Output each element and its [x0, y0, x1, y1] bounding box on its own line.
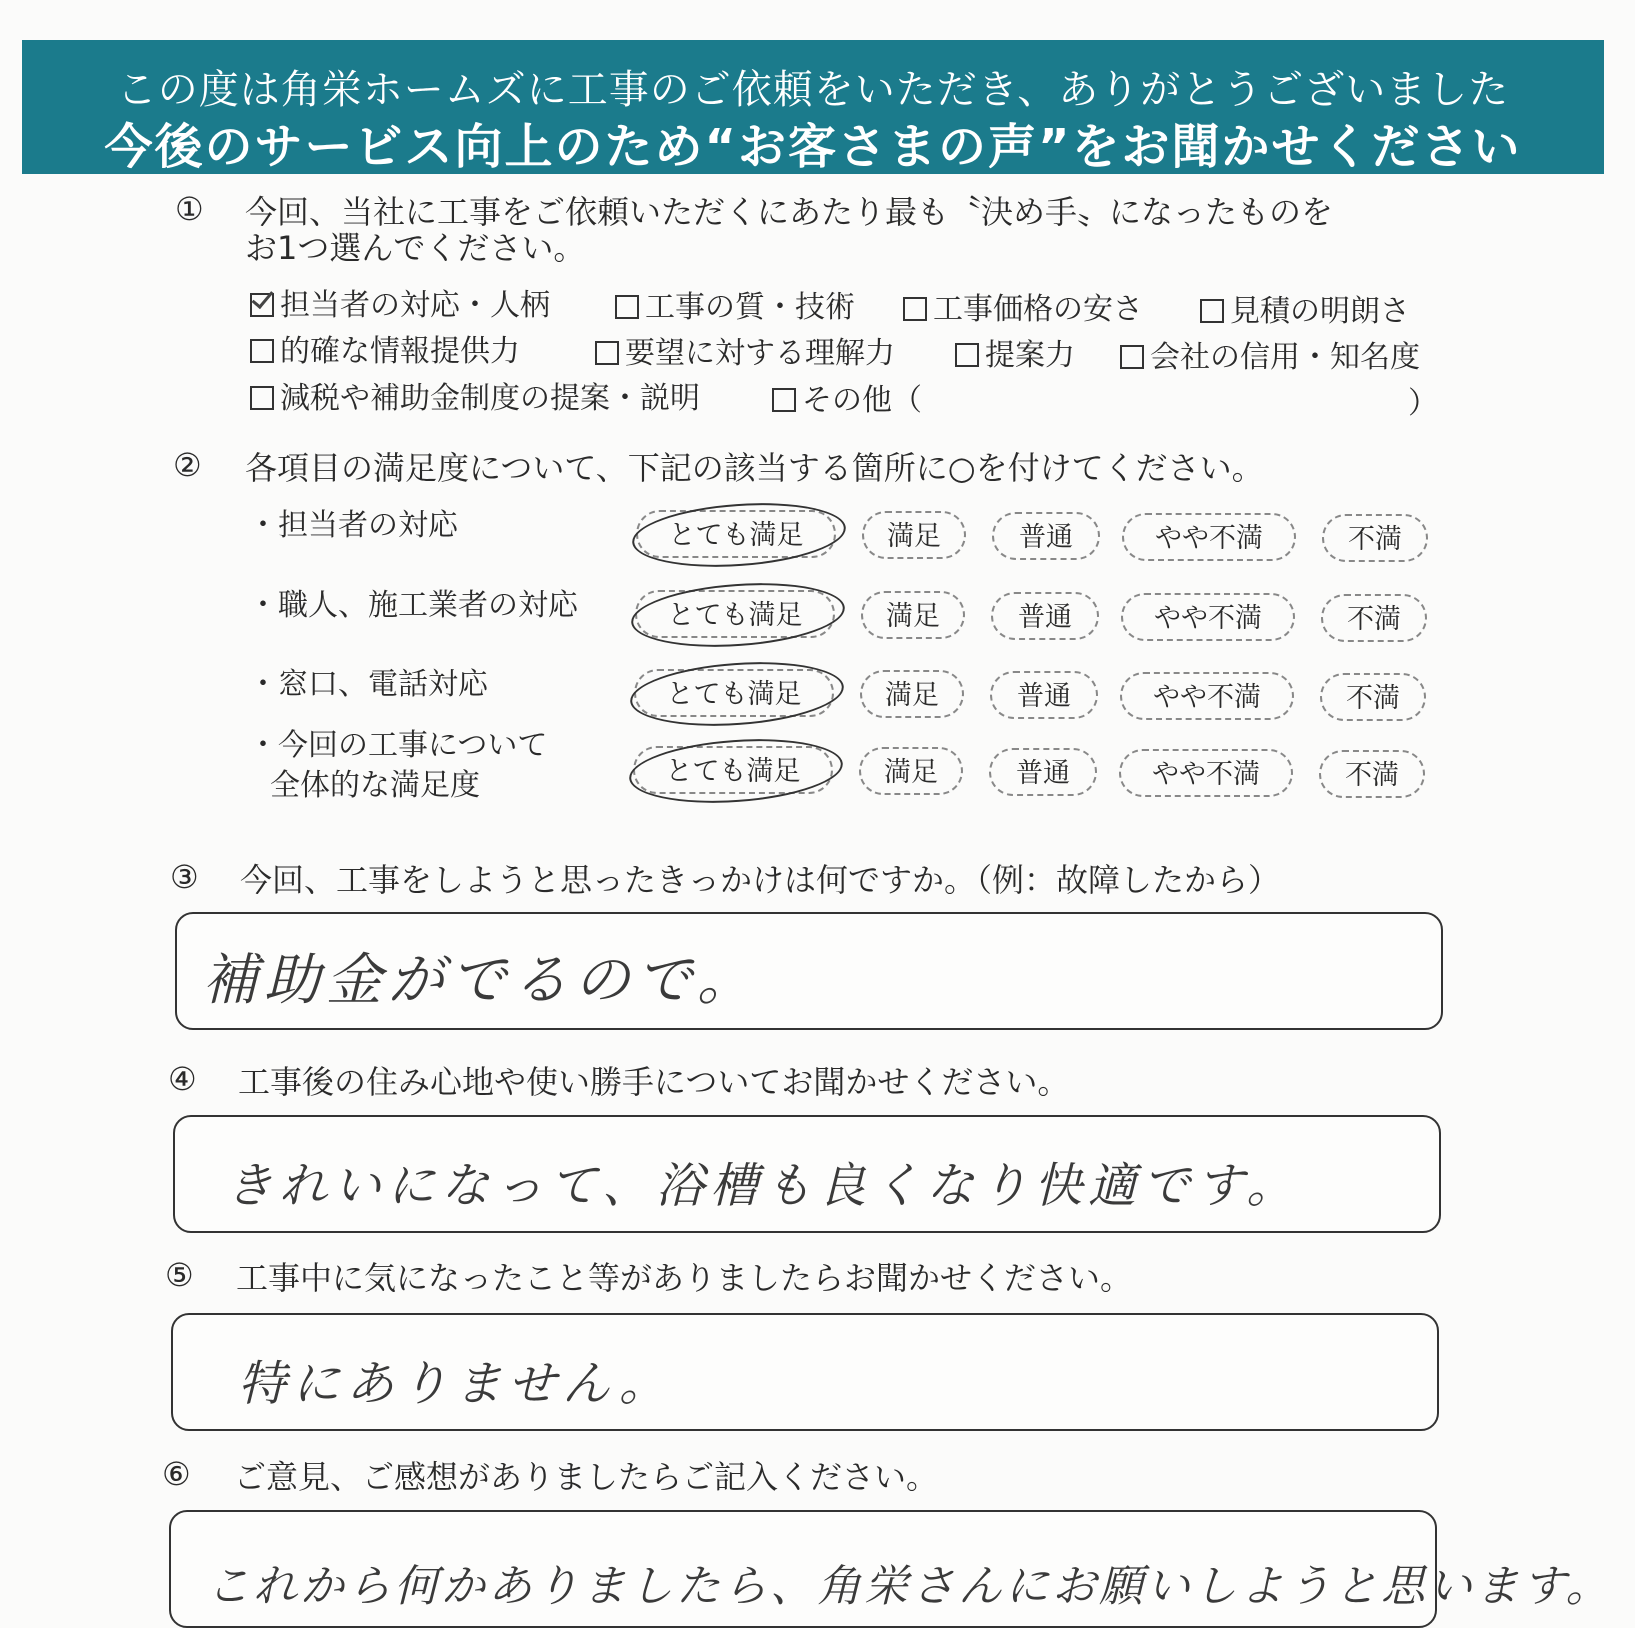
rating-option-5[interactable]: 不満 [1321, 594, 1427, 642]
q1-option-quality[interactable]: 工事の質・技術 [615, 282, 855, 326]
checkbox[interactable] [595, 341, 619, 365]
q1-option-info[interactable]: 的確な情報提供力 [250, 326, 520, 370]
rating-option-3[interactable]: 普通 [990, 671, 1098, 719]
rating-option-4[interactable]: やや不満 [1119, 749, 1293, 797]
q5-answer-box[interactable] [171, 1313, 1439, 1431]
checkbox[interactable] [250, 386, 274, 410]
header-banner [22, 40, 1604, 174]
q2-question: 各項目の満足度について、下記の該当する箇所に○を付けてください。 [245, 449, 1264, 487]
q4-answer-box[interactable] [173, 1115, 1441, 1233]
q2-number: ② [173, 446, 202, 484]
rating-option-4[interactable]: やや不満 [1120, 672, 1294, 720]
rating-option-2[interactable]: 満足 [861, 591, 965, 639]
q1-number: ① [175, 190, 204, 228]
q3-question: 今回、工事をしようと思ったきっかけは何ですか。（例：故障したから） [240, 861, 1281, 899]
q3-number: ③ [170, 858, 199, 896]
rating-option-4[interactable]: やや不満 [1122, 513, 1296, 561]
banner-thanks-text: この度は角栄ホームズに工事のご依頼をいただき、ありがとうございました [116, 67, 1510, 113]
q5-number: ⑤ [165, 1256, 194, 1294]
rating-row-label: ・今回の工事について [248, 728, 548, 763]
q6-question: ご意見、ご感想がありましたらご記入ください。 [234, 1458, 939, 1496]
rating-option-3[interactable]: 普通 [992, 512, 1100, 560]
q4-number: ④ [168, 1060, 197, 1098]
q4-handwritten-answer: きれいになって、浴槽も良くなり快適です。 [225, 1158, 1301, 1214]
rating-option-1[interactable]: とても満足 [633, 746, 833, 794]
q1-option-staff[interactable]: 担当者の対応・人柄 [250, 280, 550, 324]
q1-option-understanding[interactable]: 要望に対する理解力 [595, 328, 895, 372]
rating-option-1[interactable]: とても満足 [636, 510, 836, 558]
rating-option-3[interactable]: 普通 [989, 748, 1097, 796]
checkbox[interactable] [615, 295, 639, 319]
q1-question-line1: 今回、当社に工事をご依頼いただくにあたり最も〝決め手〟になったものを [245, 193, 1334, 231]
rating-option-5[interactable]: 不満 [1320, 673, 1426, 721]
rating-row-label-line2: 全体的な満足度 [270, 768, 480, 803]
checkbox[interactable] [772, 388, 796, 412]
q1-option-reputation[interactable]: 会社の信用・知名度 [1120, 332, 1420, 376]
rating-option-2[interactable]: 満足 [859, 747, 963, 795]
q1-option-proposal[interactable]: 提案力 [955, 330, 1075, 374]
rating-option-5[interactable]: 不満 [1322, 514, 1428, 562]
q6-handwritten-answer: これから何かありましたら、角栄さんにお願いしようと思います。 [206, 1561, 1613, 1612]
q1-option-other[interactable]: その他（ [772, 375, 922, 419]
rating-row-label: ・窓口、電話対応 [248, 667, 488, 702]
checkbox[interactable] [955, 343, 979, 367]
q3-answer-box[interactable] [175, 912, 1443, 1030]
checkbox[interactable] [1120, 345, 1144, 369]
checkbox[interactable] [903, 297, 927, 321]
rating-option-2[interactable]: 満足 [862, 511, 966, 559]
rating-row-label: ・担当者の対応 [248, 508, 458, 543]
q1-other-close-paren: ） [1408, 386, 1438, 421]
banner-request-text: 今後のサービス向上のため“お客さまの声”をお聞かせください [104, 119, 1522, 175]
q1-question-line2: お1つ選んでください。 [245, 229, 586, 267]
checkbox-checked[interactable] [250, 293, 274, 317]
q3-handwritten-answer: 補助金がでるので。 [202, 948, 759, 1013]
rating-option-4[interactable]: やや不満 [1121, 593, 1295, 641]
rating-option-1[interactable]: とても満足 [634, 669, 834, 717]
q1-option-price[interactable]: 工事価格の安さ [903, 284, 1143, 328]
q4-question: 工事後の住み心地や使い勝手についてお聞かせください。 [238, 1063, 1070, 1101]
rating-option-5[interactable]: 不満 [1319, 750, 1425, 798]
checkbox[interactable] [1200, 299, 1224, 323]
rating-row-label: ・職人、施工業者の対応 [248, 588, 578, 623]
rating-option-3[interactable]: 普通 [991, 592, 1099, 640]
rating-option-1[interactable]: とても満足 [635, 590, 835, 638]
q1-option-subsidy[interactable]: 減税や補助金制度の提案・説明 [250, 373, 700, 417]
q1-option-estimate[interactable]: 見積の明朗さ [1200, 286, 1410, 330]
q5-handwritten-answer: 特にありません。 [238, 1356, 673, 1412]
rating-option-2[interactable]: 満足 [860, 670, 964, 718]
q6-number: ⑥ [162, 1455, 191, 1493]
q6-answer-box[interactable] [169, 1510, 1613, 1628]
checkbox[interactable] [250, 339, 274, 363]
q5-question: 工事中に気になったこと等がありましたらお聞かせください。 [236, 1259, 1133, 1297]
